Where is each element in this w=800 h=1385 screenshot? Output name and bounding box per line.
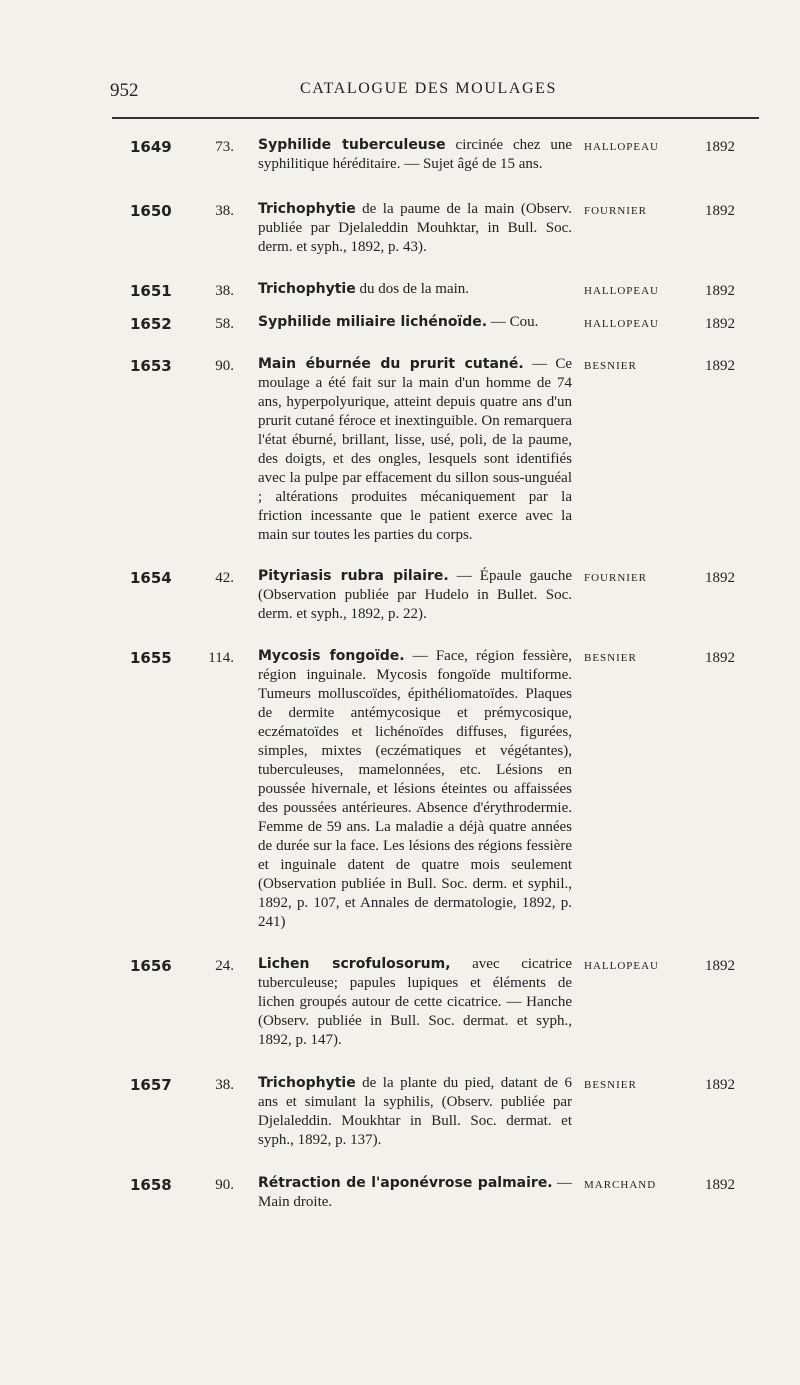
page-number: 952 — [110, 80, 139, 101]
entry-text: — Ce moulage a été fait sur la main d'un homme de 74 ans, hyperpolyurique, atteint depuis quatre ans d'un prurit cutané féroce et inextinguible. On remarquera l'état éburné, brillant, lisse, usé, poli, de la paume, des doigts, et des ongles, lesquels sont identifiés avec la pulpe par effacement du sillon sous-unguéal ; altérations produites mécaniquement par la friction incessante que le patient exerce avec la main sur toutes les parties du corps. — [258, 356, 572, 543]
entry-description — [258, 200, 572, 257]
donor-name: FOURNIER — [584, 205, 648, 217]
entry-description — [258, 280, 572, 299]
entry-description — [258, 1174, 572, 1212]
donor-name: MARCHAND — [584, 1179, 657, 1191]
entry-number: 1655 — [130, 649, 172, 667]
catalogue-entry — [0, 280, 800, 299]
entry-number: 1657 — [130, 1076, 172, 1094]
donor-name: FOURNIER — [584, 572, 648, 584]
entry-title: Main éburnée du prurit cutané. — [258, 356, 524, 372]
entry-text: du dos de la main. — [355, 281, 470, 297]
entry-year: 1892 — [705, 316, 735, 332]
entry-number: 1654 — [130, 569, 172, 587]
plate-number: 73. — [215, 139, 234, 155]
entry-year: 1892 — [705, 1077, 735, 1093]
donor-name: HALLOPEAU — [584, 318, 659, 330]
plate-number: 38. — [215, 1077, 234, 1093]
catalogue-entry — [0, 313, 800, 332]
entry-number: 1656 — [130, 957, 172, 975]
entry-text: — Main droite. — [258, 1175, 573, 1210]
entry-description — [258, 136, 572, 174]
donor-name: BESNIER — [584, 360, 637, 372]
entry-description — [258, 313, 572, 332]
entry-text: — Cou. — [487, 314, 539, 330]
catalogue-entry — [0, 955, 800, 1050]
entry-year: 1892 — [705, 283, 735, 299]
entry-title: Trichophytie — [258, 201, 356, 217]
entry-text: avec cicatrice tuberculeuse; papules lupiques et éléments de lichen groupés autour de cette cicatrice. — Hanche (Observ. publiée in Bull. Soc. dermat. et syph., 1892, p. 147). — [258, 956, 572, 1048]
catalogue-entry — [0, 200, 800, 257]
catalogue-entry — [0, 1074, 800, 1150]
header-rule — [112, 117, 759, 119]
donor-name: HALLOPEAU — [584, 285, 659, 297]
entry-text: — Face, région fessière, région inguinale. Mycosis fongoïde multiforme. Tumeurs molluscoïdes, épithéliomatoïdes. Plaques de dermite antémycosique et prémycosique, eczématoïdes et lichénoïdes diffuses, figurées, simples, mixtes (eczématiques et végétantes), tuberculeuses, mamelonnées, etc. Lésions en poussée hivernale, et lésions éteintes ou affaissées des poussées antérieures. Absence d'érythrodermie. Femme de 59 ans. La maladie a déjà quatre années de durée sur la face. Les lésions des régions fessière et inguinale datent de quatre mois seulement (Observation publiée in Bull. Soc. derm. et syphil., 1892, p. 107, et Annales de dermatologie, 1892, p. 241) — [258, 648, 572, 930]
entry-text: — Épaule gauche (Observation publiée par Hudelo in Bullet. Soc. derm. et syph., 1892, p. 22). — [258, 568, 572, 622]
entry-year: 1892 — [705, 570, 735, 586]
entry-year: 1892 — [705, 358, 735, 374]
donor-name: HALLOPEAU — [584, 960, 659, 972]
entry-year: 1892 — [705, 1177, 735, 1193]
entry-description — [258, 567, 572, 624]
entry-title: Pityriasis rubra pilaire. — [258, 568, 449, 584]
catalogue-entry — [0, 136, 800, 174]
catalogue-entry — [0, 647, 800, 932]
donor-name: BESNIER — [584, 1079, 637, 1091]
plate-number: 90. — [215, 358, 234, 374]
entry-text: circinée chez une syphilitique héréditaire. — Sujet âgé de 15 ans. — [258, 137, 573, 172]
entries-list — [0, 136, 800, 1212]
entry-description — [258, 1074, 572, 1150]
entry-text: de la paume de la main (Observ. publiée par Djelaleddin Mouhktar, in Bull. Soc. derm. et syph., 1892, p. 43). — [258, 201, 572, 255]
entry-year: 1892 — [705, 958, 735, 974]
plate-number: 90. — [215, 1177, 234, 1193]
entry-description — [258, 647, 572, 932]
plate-number: 42. — [215, 570, 234, 586]
entry-number: 1650 — [130, 202, 172, 220]
entry-year: 1892 — [705, 139, 735, 155]
entry-title: Syphilide miliaire lichénoïde. — [258, 314, 488, 330]
plate-number: 24. — [215, 958, 234, 974]
plate-number: 38. — [215, 203, 234, 219]
plate-number: 38. — [215, 283, 234, 299]
entry-title: Trichophytie — [258, 1075, 356, 1091]
plate-number: 114. — [208, 650, 234, 666]
entry-description — [258, 955, 572, 1050]
entry-number: 1652 — [130, 315, 172, 333]
entry-title: Mycosis fongoïde. — [258, 648, 405, 664]
catalogue-entry — [0, 355, 800, 545]
entry-description — [258, 355, 572, 545]
entry-number: 1658 — [130, 1176, 172, 1194]
entry-title: Lichen scrofulosorum, — [258, 956, 451, 972]
entry-year: 1892 — [705, 650, 735, 666]
running-title: CATALOGUE DES MOULAGES — [300, 80, 558, 97]
donor-name: BESNIER — [584, 652, 637, 664]
catalogue-entry — [0, 1174, 800, 1212]
donor-name: HALLOPEAU — [584, 141, 659, 153]
page-header — [110, 80, 760, 104]
entry-number: 1651 — [130, 282, 172, 300]
entry-title: Rétraction de l'aponévrose palmaire. — [258, 1175, 553, 1191]
entry-title: Syphilide tuberculeuse — [258, 137, 446, 153]
entry-text: de la plante du pied, datant de 6 ans et simulant la syphilis, (Observ. publiée par Djelaleddin. Moukhtar in Bull. Soc. dermat. et syph., 1892, p. 137). — [258, 1075, 572, 1148]
entry-year: 1892 — [705, 203, 735, 219]
entry-number: 1649 — [130, 138, 172, 156]
entry-title: Trichophytie — [258, 281, 356, 297]
plate-number: 58. — [215, 316, 234, 332]
entry-number: 1653 — [130, 357, 172, 375]
catalogue-entry — [0, 567, 800, 624]
